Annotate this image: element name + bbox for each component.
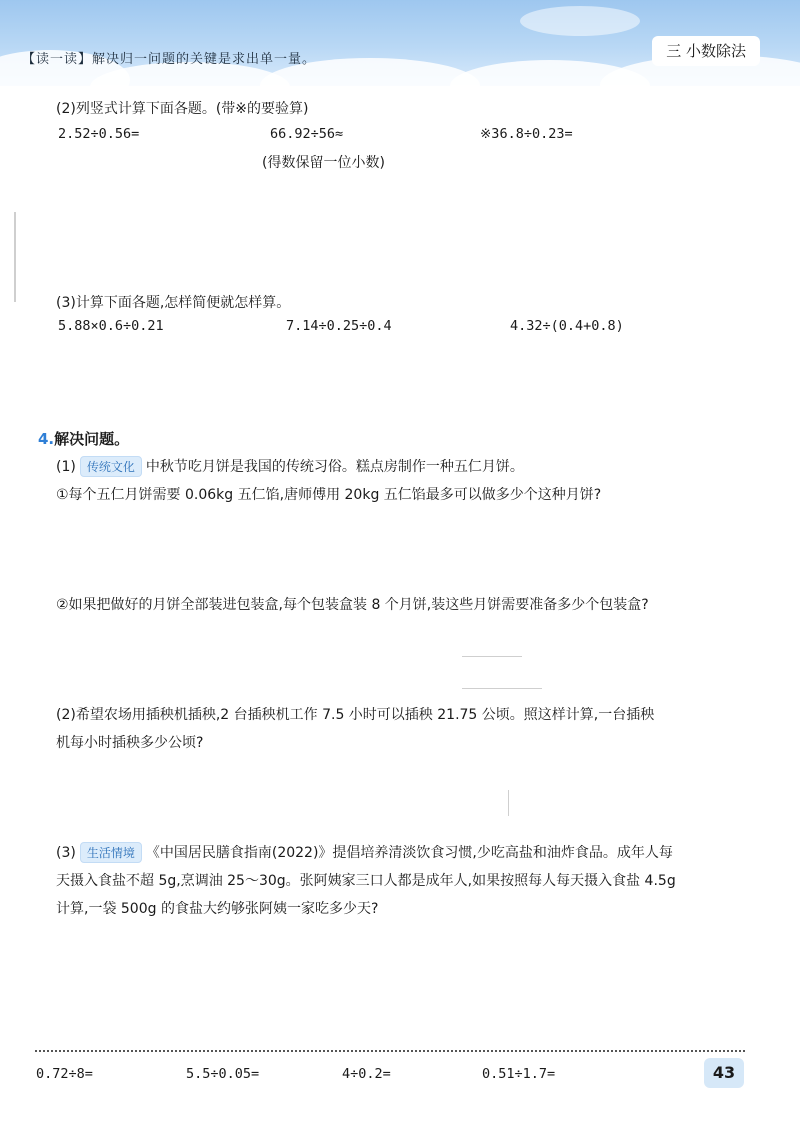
q3-line1-text: 《中国居民膳食指南(2022)》提倡培养清淡饮食习惯,少吃高盐和油炸食品。成年人每 — [145, 845, 673, 861]
life-tag: 生活情境 — [80, 842, 142, 863]
problem-simplify-1: 5.88×0.6÷0.21 — [58, 318, 164, 334]
q2-line2: 机每小时插秧多少公顷? — [56, 735, 204, 751]
q3-line2: 天摄入食盐不超 5g,烹调油 25～30g。张阿姨家三口人都是成年人,如果按照每人每天摄入食盐 4.5g — [56, 873, 676, 889]
erased-mark-3 — [508, 790, 509, 816]
q1-sub2: ②如果把做好的月饼全部装进包装盒,每个包装盒装 8 个月饼,装这些月饼需要准备多少个包装盒? — [56, 597, 649, 613]
rounding-note: (得数保留一位小数) — [262, 155, 385, 171]
footer-problem-4: 0.51÷1.7= — [482, 1066, 556, 1082]
problem-vertical-2: 66.92÷56≈ — [270, 126, 344, 142]
footer-divider — [35, 1050, 745, 1052]
section-number: 4. — [38, 430, 55, 448]
header-banner — [0, 0, 800, 86]
footer-problem-1: 0.72÷8= — [36, 1066, 93, 1082]
problem-simplify-2: 7.14÷0.25÷0.4 — [286, 318, 392, 334]
footer-problem-3: 4÷0.2= — [342, 1066, 391, 1082]
q3-line3: 计算,一袋 500g 的食盐大约够张阿姨一家吃多少天? — [56, 901, 379, 917]
q3-prefix: (3) — [56, 845, 76, 861]
section4-heading — [38, 428, 129, 449]
section-title: 解决问题。 — [54, 430, 130, 448]
chapter-title: 三 小数除法 — [652, 36, 760, 66]
problem-simplify-3: 4.32÷(0.4+0.8) — [510, 318, 624, 334]
q1-intro — [56, 456, 524, 477]
erased-mark-1 — [462, 656, 522, 657]
erased-mark-2 — [462, 688, 542, 689]
q1-prefix: (1) — [56, 459, 76, 475]
footer-problem-2: 5.5÷0.05= — [186, 1066, 260, 1082]
part3-title: (3)计算下面各题,怎样简便就怎样算。 — [56, 295, 291, 311]
problem-vertical-1: 2.52÷0.56= — [58, 126, 140, 142]
q3-line1 — [56, 842, 673, 863]
part2-title: (2)列竖式计算下面各题。(带※的要验算) — [56, 101, 309, 117]
reading-tip: 【读一读】解决归一问题的关键是求出单一量。 — [22, 52, 317, 67]
q1-intro-text: 中秋节吃月饼是我国的传统习俗。糕点房制作一种五仁月饼。 — [145, 459, 524, 475]
q2-line1: (2)希望农场用插秧机插秧,2 台插秧机工作 7.5 小时可以插秧 21.75 公顷。照这样计算,一台插秧 — [56, 707, 655, 723]
culture-tag: 传统文化 — [80, 456, 142, 477]
margin-mark — [14, 212, 16, 302]
q1-sub1: ①每个五仁月饼需要 0.06kg 五仁馅,唐师傅用 20kg 五仁馅最多可以做多少个这种月饼? — [56, 487, 602, 503]
page-number: 43 — [704, 1058, 744, 1088]
problem-vertical-3: ※36.8÷0.23= — [480, 126, 573, 142]
